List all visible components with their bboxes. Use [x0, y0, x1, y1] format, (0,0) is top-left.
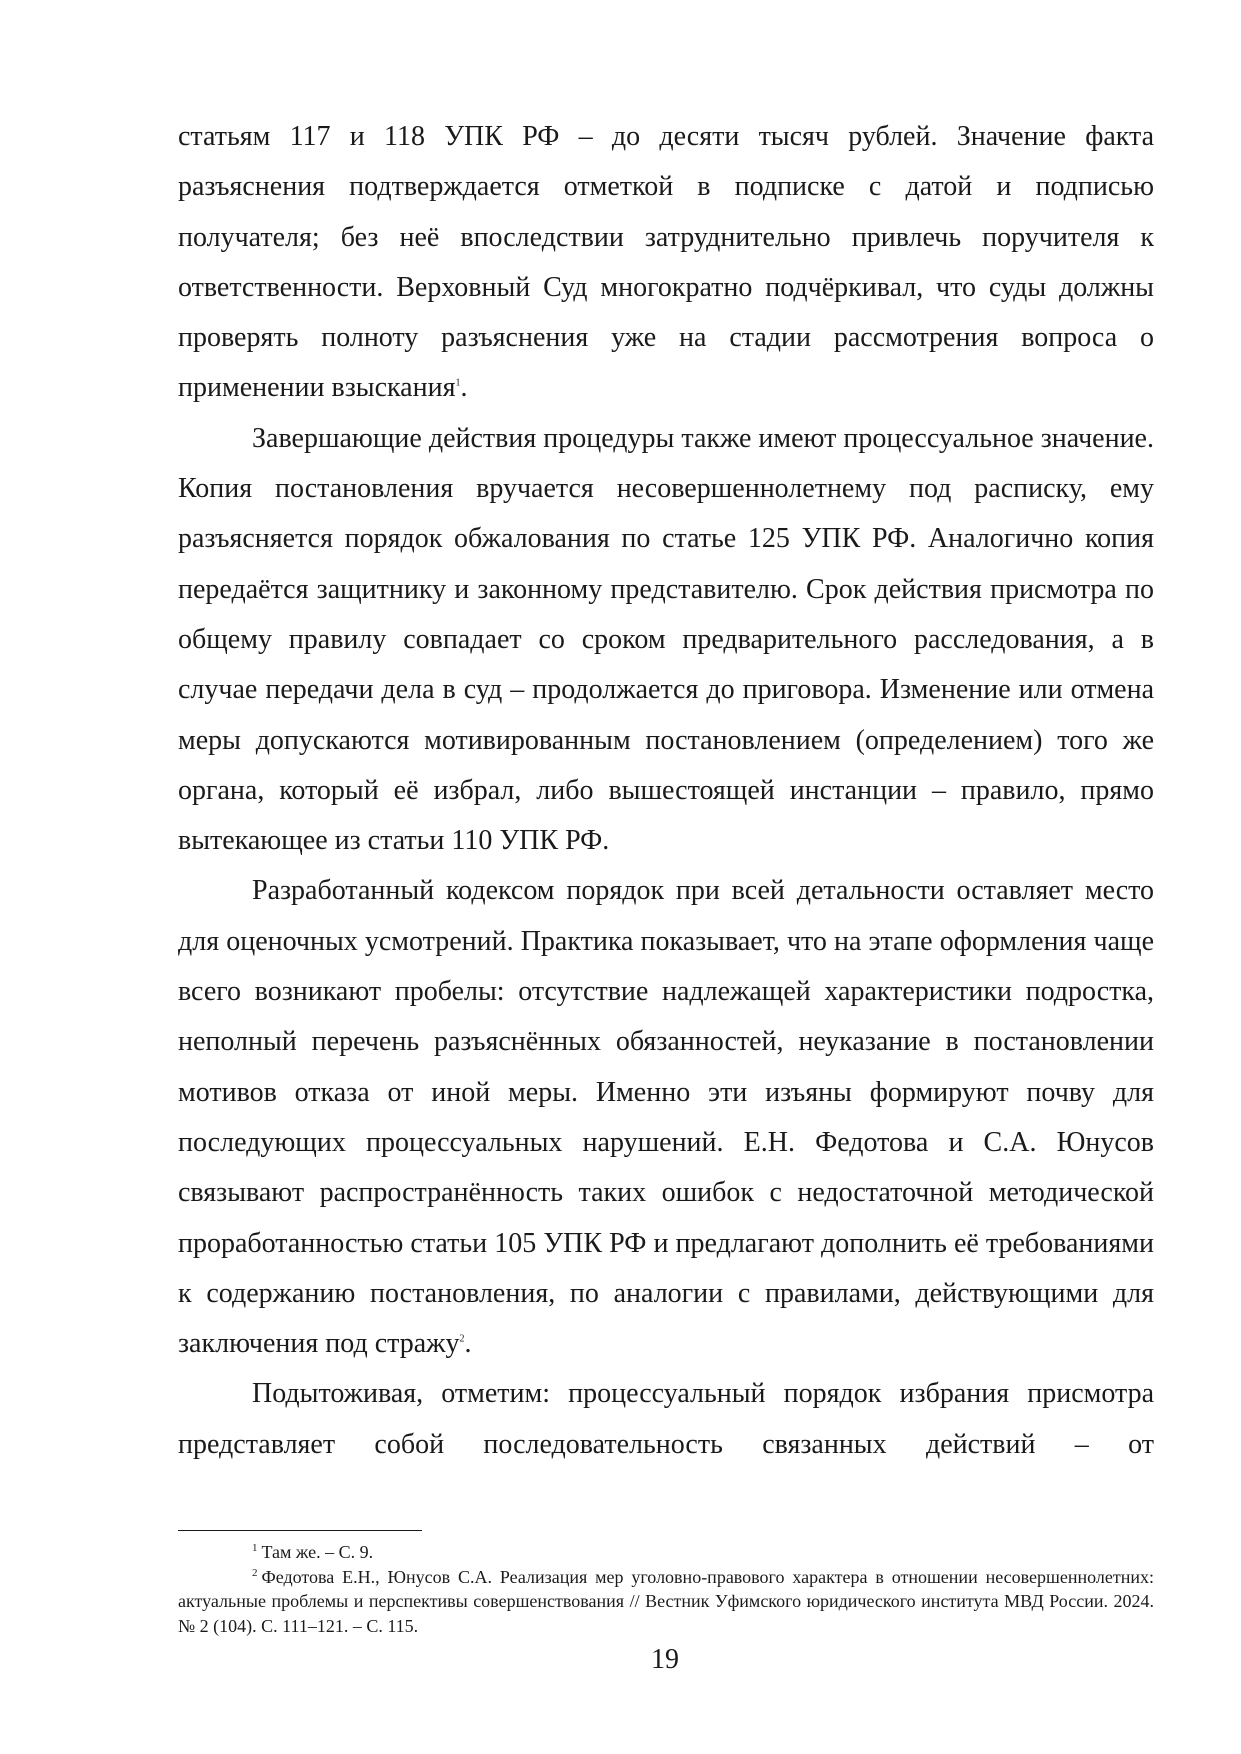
footnote-2	[178, 1565, 1154, 1639]
footnote-number: 1	[252, 1542, 258, 1554]
footnote-text: Там же. – С. 9.	[261, 1542, 374, 1562]
paragraph-2: Завершающие действия процедуры также имеют процессуальное значение. Копия постановления вручается несовершеннолетнему под расписку, ему разъясняется порядок обжалования по статье 125 УПК РФ. Аналогично копия передаётся защитнику и законному представителю. Срок действия присмотра по общему правилу совпадает со сроком предварительного расследования, а в случае передачи дела в суд – продолжается до приговора. Изменение или отмена меры допускаются мотивированным постановлением (определением) того же органа, который её избрал, либо вышестоящей инстанции – правило, прямо вытекающее из статьи 110 УПК РФ.	[178, 422, 1154, 857]
footnote-reference-2: 2	[459, 1333, 465, 1345]
footnote-1	[178, 1540, 1154, 1565]
body-text	[178, 112, 1154, 1470]
paragraph-end: .	[464, 1328, 472, 1360]
footnote-number: 2	[252, 1566, 258, 1579]
paragraph-text: Разработанный кодексом порядок при всей детальности оставляет место для оценочных усмотрений. Практика показывает, что на этапе оформления чаще всего возникают пробелы: отсутствие надлежащей характеристики подростка, неполный перечень разъяснённых обязанностей, неуказание в постановлении мотивов отказа от иной меры. Именно эти изъяны формируют почву для последующих процессуальных нарушений. Е.Н. Федотова и С.А. Юнусов связывают распространённость таких ошибок с недостаточной методической проработанностью статьи 105 УПК РФ и предлагают дополнить её требованиями к содержанию постановления, по аналогии с правилами, действующими для заключения под стражу	[178, 875, 1154, 1360]
footnotes	[178, 1540, 1154, 1638]
footnote-separator	[178, 1530, 422, 1531]
paragraph-end: .	[460, 372, 468, 404]
page-number: 19	[651, 1644, 679, 1675]
paragraph-4: Подытоживая, отметим: процессуальный порядок избрания присмотра представляет собой последовательность связанных действий – от	[178, 1378, 1154, 1460]
paragraph-3	[178, 866, 1154, 1369]
footnote-text: Федотова Е.Н., Юнусов С.А. Реализация мер уголовно-правового характера в отношении несовершеннолетних: актуальные проблемы и перспективы совершенствования // Вестник Уфимского юридического института МВД России. 2024. № 2 (104). С. 111–121. – С. 115.	[178, 1566, 1154, 1636]
footnote-reference-1: 1	[455, 378, 461, 390]
paragraph-1	[178, 112, 1154, 414]
paragraph-text: статьям 117 и 118 УПК РФ – до десяти тысяч рублей. Значение факта разъяснения подтверждается отметкой в подписке с датой и подписью получателя; без неё впоследствии затруднительно привлечь поручителя к ответственности. Верховный Суд многократно подчёркивал, что суды должны проверять полноту разъяснения уже на стадии рассмотрения вопроса о применении взыскания	[178, 121, 1154, 404]
